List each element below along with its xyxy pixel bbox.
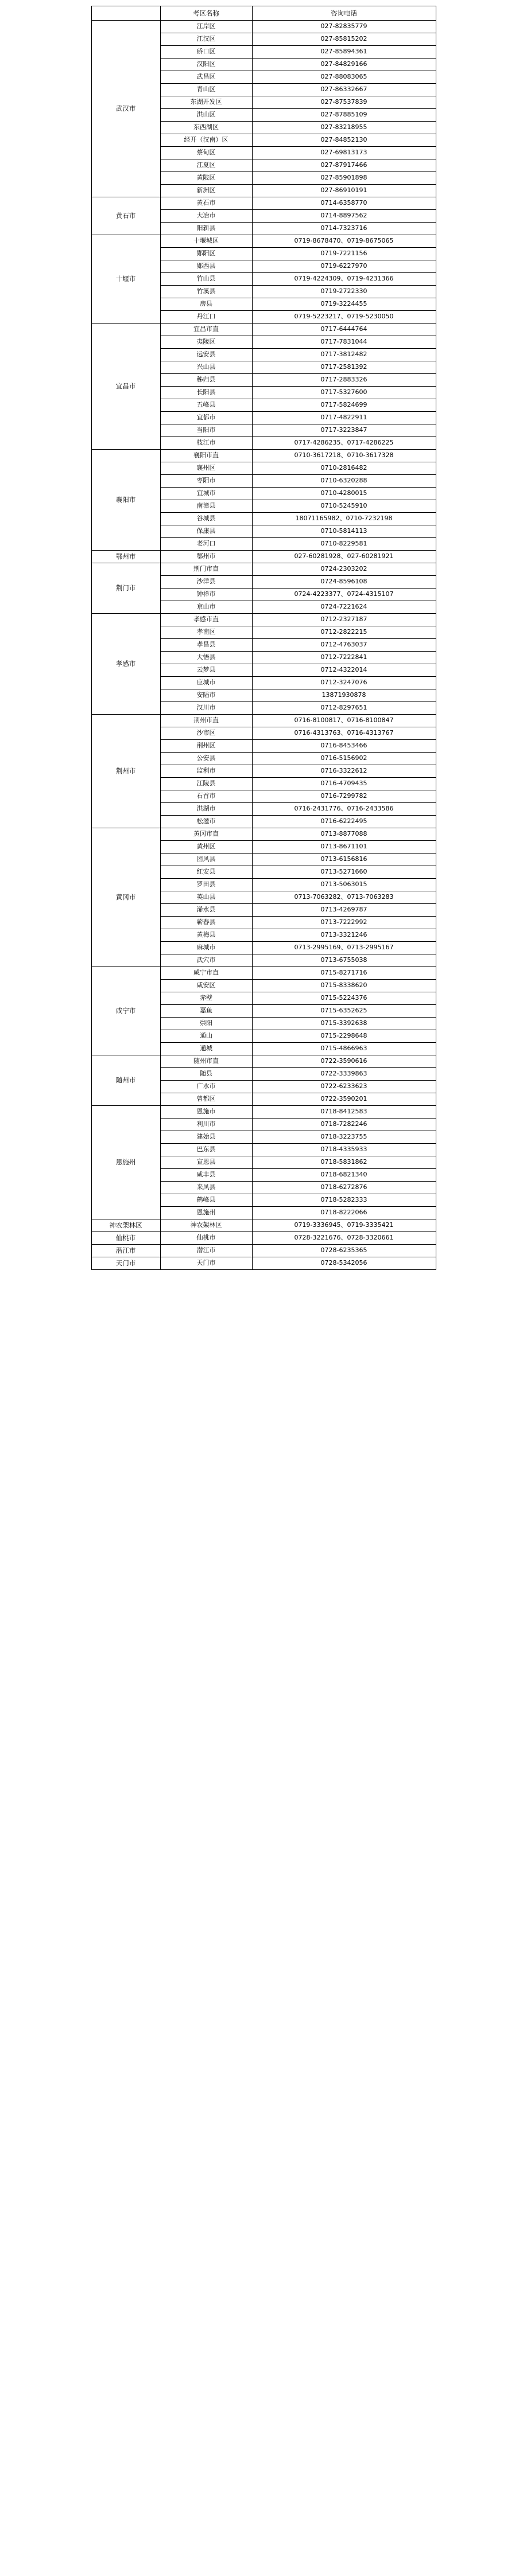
phone-cell: 0713-8877088 (252, 828, 436, 841)
phone-cell: 0715-6352625 (252, 1005, 436, 1018)
phone-cell: 0715-3392638 (252, 1018, 436, 1030)
table-row (91, 828, 436, 841)
district-cell: 江岸区 (160, 21, 252, 33)
district-cell: 嘉鱼 (160, 1005, 252, 1018)
phone-cell: 0715-8338620 (252, 980, 436, 992)
district-cell: 沙市区 (160, 727, 252, 740)
district-cell: 恩施州 (160, 1207, 252, 1219)
phone-cell: 0715-8271716 (252, 967, 436, 980)
phone-cell: 0718-5831862 (252, 1156, 436, 1169)
city-cell: 仙桃市 (91, 1232, 160, 1245)
district-cell: 崇阳 (160, 1018, 252, 1030)
city-cell: 黄冈市 (91, 828, 160, 967)
phone-cell: 0713-3321246 (252, 929, 436, 942)
table-row (91, 235, 436, 248)
phone-cell: 0716-3322612 (252, 765, 436, 778)
district-cell: 丹江口 (160, 311, 252, 324)
phone-cell: 0719-6227970 (252, 260, 436, 273)
table-row (91, 1219, 436, 1232)
phone-cell: 0722-3590616 (252, 1055, 436, 1068)
phone-cell: 0717-7831044 (252, 336, 436, 349)
phone-cell: 0718-4335933 (252, 1144, 436, 1156)
district-cell: 天门市 (160, 1257, 252, 1270)
district-cell: 汉川市 (160, 702, 252, 715)
city-cell: 黄石市 (91, 197, 160, 235)
phone-cell: 0717-4286235、0717-4286225 (252, 437, 436, 450)
phone-cell: 0710-6320288 (252, 475, 436, 488)
district-cell: 大悟县 (160, 652, 252, 664)
district-cell: 云梦县 (160, 664, 252, 677)
phone-cell: 0718-3223755 (252, 1131, 436, 1144)
district-cell: 英山县 (160, 891, 252, 904)
phone-cell: 0724-2303202 (252, 563, 436, 576)
city-cell: 孝感市 (91, 614, 160, 715)
table-row (91, 197, 436, 210)
table-row (91, 1232, 436, 1245)
phone-cell: 0713-4269787 (252, 904, 436, 917)
phone-cell: 0722-6233623 (252, 1081, 436, 1093)
district-cell: 随州市直 (160, 1055, 252, 1068)
district-cell: 襄州区 (160, 462, 252, 475)
city-cell: 武汉市 (91, 21, 160, 197)
table-row (91, 551, 436, 563)
phone-cell: 0714-6358770 (252, 197, 436, 210)
district-cell: 襄阳市直 (160, 450, 252, 462)
city-cell: 荆门市 (91, 563, 160, 614)
city-cell: 天门市 (91, 1257, 160, 1270)
district-cell: 洪湖市 (160, 803, 252, 816)
phone-cell: 0716-8100817、0716-8100847 (252, 715, 436, 727)
table-row (91, 1245, 436, 1257)
phone-cell: 027-86332667 (252, 84, 436, 96)
phone-cell: 0716-4709435 (252, 778, 436, 790)
city-cell: 随州市 (91, 1055, 160, 1106)
phone-cell: 0728-3221676、0728-3320661 (252, 1232, 436, 1245)
district-cell: 鄂州市 (160, 551, 252, 563)
district-cell: 远安县 (160, 349, 252, 361)
district-cell: 当阳市 (160, 424, 252, 437)
district-cell: 青山区 (160, 84, 252, 96)
district-cell: 荆门市直 (160, 563, 252, 576)
phone-cell: 0716-4313763、0716-4313767 (252, 727, 436, 740)
phone-cell: 0713-2995169、0713-2995167 (252, 942, 436, 954)
phone-cell: 027-85894361 (252, 46, 436, 59)
phone-cell: 0713-5271660 (252, 866, 436, 879)
phone-cell: 0714-7323716 (252, 223, 436, 235)
phone-cell: 0716-2431776、0716-2433586 (252, 803, 436, 816)
district-cell: 十堰城区 (160, 235, 252, 248)
table-row (91, 614, 436, 626)
district-cell: 曾都区 (160, 1093, 252, 1106)
phone-cell: 0717-3812482 (252, 349, 436, 361)
district-cell: 经开（汉南）区 (160, 134, 252, 147)
district-cell: 老河口 (160, 538, 252, 551)
district-cell: 南漳县 (160, 500, 252, 513)
phone-cell: 0719-2722330 (252, 286, 436, 298)
phone-cell: 0719-5223217、0719-5230050 (252, 311, 436, 324)
district-cell: 建始县 (160, 1131, 252, 1144)
phone-cell: 0717-4822911 (252, 412, 436, 424)
district-cell: 孝南区 (160, 626, 252, 639)
city-cell: 潜江市 (91, 1245, 160, 1257)
district-cell: 阳新县 (160, 223, 252, 235)
district-cell: 孝昌县 (160, 639, 252, 652)
phone-cell: 0715-2298648 (252, 1030, 436, 1043)
document-page (0, 0, 527, 1276)
phone-cell: 0724-8596108 (252, 576, 436, 589)
phone-cell: 0719-3224455 (252, 298, 436, 311)
district-cell: 宜城市 (160, 488, 252, 500)
phone-cell: 027-87537839 (252, 96, 436, 109)
district-cell: 房县 (160, 298, 252, 311)
phone-cell: 027-85901898 (252, 172, 436, 185)
city-cell: 荆州市 (91, 715, 160, 828)
phone-cell: 0718-8222066 (252, 1207, 436, 1219)
district-cell: 红安县 (160, 866, 252, 879)
district-cell: 新洲区 (160, 185, 252, 197)
table-header (91, 6, 436, 21)
district-cell: 黄冈市直 (160, 828, 252, 841)
district-cell: 神农架林区 (160, 1219, 252, 1232)
phone-cell: 0713-8671101 (252, 841, 436, 854)
district-cell: 鹤峰县 (160, 1194, 252, 1207)
district-cell: 应城市 (160, 677, 252, 689)
district-cell: 咸宁市直 (160, 967, 252, 980)
phone-cell: 0724-7221624 (252, 601, 436, 614)
district-cell: 五峰县 (160, 399, 252, 412)
city-cell: 恩施州 (91, 1106, 160, 1219)
phone-cell: 0712-7222841 (252, 652, 436, 664)
district-cell: 黄州区 (160, 841, 252, 854)
phone-cell: 027-84852130 (252, 134, 436, 147)
district-cell: 荆州区 (160, 740, 252, 753)
district-cell: 通城 (160, 1043, 252, 1055)
phone-cell: 027-86910191 (252, 185, 436, 197)
city-cell: 鄂州市 (91, 551, 160, 563)
phone-cell: 0715-5224376 (252, 992, 436, 1005)
district-cell: 武昌区 (160, 71, 252, 84)
district-cell: 黄石市 (160, 197, 252, 210)
district-cell: 石首市 (160, 790, 252, 803)
phone-cell: 027-88083065 (252, 71, 436, 84)
city-cell: 襄阳市 (91, 450, 160, 551)
phone-cell: 0728-6235365 (252, 1245, 436, 1257)
district-cell: 长阳县 (160, 387, 252, 399)
district-cell: 公安县 (160, 753, 252, 765)
district-cell: 罗田县 (160, 879, 252, 891)
district-cell: 广水市 (160, 1081, 252, 1093)
district-cell: 江陵县 (160, 778, 252, 790)
district-cell: 钟祥市 (160, 589, 252, 601)
phone-cell: 13871930878 (252, 689, 436, 702)
city-cell: 神农架林区 (91, 1219, 160, 1232)
phone-cell: 0715-4866963 (252, 1043, 436, 1055)
district-cell: 潜江市 (160, 1245, 252, 1257)
phone-cell: 0722-3590201 (252, 1093, 436, 1106)
phone-cell: 0716-6222495 (252, 816, 436, 828)
column-header-city (91, 6, 160, 21)
district-cell: 来凤县 (160, 1182, 252, 1194)
phone-cell: 0712-2822215 (252, 626, 436, 639)
table-row (91, 450, 436, 462)
phone-cell: 0710-2816482 (252, 462, 436, 475)
district-cell: 荆州市直 (160, 715, 252, 727)
phone-cell: 0712-2327187 (252, 614, 436, 626)
phone-cell: 0716-5156902 (252, 753, 436, 765)
phone-cell: 027-69813173 (252, 147, 436, 159)
phone-cell: 027-87917466 (252, 159, 436, 172)
column-header-district: 考区名称 (160, 6, 252, 21)
district-cell: 竹溪县 (160, 286, 252, 298)
district-cell: 松滋市 (160, 816, 252, 828)
table-row (91, 21, 436, 33)
district-cell: 仙桃市 (160, 1232, 252, 1245)
district-cell: 大冶市 (160, 210, 252, 223)
district-cell: 谷城县 (160, 513, 252, 525)
phone-cell: 0719-4224309、0719-4231366 (252, 273, 436, 286)
phone-cell: 0716-7299782 (252, 790, 436, 803)
district-cell: 恩施市 (160, 1106, 252, 1119)
phone-cell: 0710-5814113 (252, 525, 436, 538)
table-row (91, 967, 436, 980)
phone-cell: 0712-4322014 (252, 664, 436, 677)
phone-cell: 0713-7222992 (252, 917, 436, 929)
phone-cell: 0717-2883326 (252, 374, 436, 387)
phone-cell: 0719-8678470、0719-8675065 (252, 235, 436, 248)
phone-cell: 0712-8297651 (252, 702, 436, 715)
district-cell: 监利市 (160, 765, 252, 778)
phone-cell: 0712-4763037 (252, 639, 436, 652)
district-cell: 东湖开发区 (160, 96, 252, 109)
phone-cell: 0713-7063282、0713-7063283 (252, 891, 436, 904)
phone-cell: 0718-5282333 (252, 1194, 436, 1207)
district-cell: 竹山县 (160, 273, 252, 286)
phone-cell: 0724-4223377、0724-4315107 (252, 589, 436, 601)
district-cell: 京山市 (160, 601, 252, 614)
phone-cell: 027-60281928、027-60281921 (252, 551, 436, 563)
phone-cell: 0710-3617218、0710-3617328 (252, 450, 436, 462)
phone-cell: 0728-5342056 (252, 1257, 436, 1270)
table-row (91, 1055, 436, 1068)
district-cell: 通山 (160, 1030, 252, 1043)
phone-cell: 0710-8229581 (252, 538, 436, 551)
district-cell: 硚口区 (160, 46, 252, 59)
phone-cell: 0716-8453466 (252, 740, 436, 753)
district-cell: 汉阳区 (160, 59, 252, 71)
phone-cell: 0710-5245910 (252, 500, 436, 513)
table-row (91, 324, 436, 336)
district-cell: 黄陂区 (160, 172, 252, 185)
district-cell: 咸安区 (160, 980, 252, 992)
phone-cell: 0718-7282246 (252, 1119, 436, 1131)
phone-cell: 0710-4280015 (252, 488, 436, 500)
district-cell: 咸丰县 (160, 1169, 252, 1182)
table-row (91, 1257, 436, 1270)
district-cell: 江夏区 (160, 159, 252, 172)
city-cell: 咸宁市 (91, 967, 160, 1055)
exam-district-contact-table (91, 6, 436, 1270)
phone-cell: 0713-6755038 (252, 954, 436, 967)
phone-cell: 0719-7221156 (252, 248, 436, 260)
district-cell: 安陆市 (160, 689, 252, 702)
district-cell: 蔡甸区 (160, 147, 252, 159)
phone-cell: 0718-8412583 (252, 1106, 436, 1119)
table-row (91, 563, 436, 576)
phone-cell: 0717-3223847 (252, 424, 436, 437)
phone-cell: 0713-5063015 (252, 879, 436, 891)
phone-cell: 0722-3339863 (252, 1068, 436, 1081)
district-cell: 麻城市 (160, 942, 252, 954)
table-row (91, 1106, 436, 1119)
district-cell: 浠水县 (160, 904, 252, 917)
phone-cell: 0719-3336945、0719-3335421 (252, 1219, 436, 1232)
district-cell: 团风县 (160, 854, 252, 866)
district-cell: 夷陵区 (160, 336, 252, 349)
city-cell: 宜昌市 (91, 324, 160, 450)
district-cell: 宜都市 (160, 412, 252, 424)
district-cell: 黄梅县 (160, 929, 252, 942)
district-cell: 秭归县 (160, 374, 252, 387)
phone-cell: 027-82835779 (252, 21, 436, 33)
district-cell: 随县 (160, 1068, 252, 1081)
district-cell: 东西湖区 (160, 122, 252, 134)
city-cell: 十堰市 (91, 235, 160, 324)
district-cell: 宜昌市直 (160, 324, 252, 336)
district-cell: 蕲春县 (160, 917, 252, 929)
district-cell: 保康县 (160, 525, 252, 538)
district-cell: 郧西县 (160, 260, 252, 273)
district-cell: 枝江市 (160, 437, 252, 450)
district-cell: 宣恩县 (160, 1156, 252, 1169)
phone-cell: 027-84829166 (252, 59, 436, 71)
district-cell: 洪山区 (160, 109, 252, 122)
district-cell: 兴山县 (160, 361, 252, 374)
phone-cell: 0717-5327600 (252, 387, 436, 399)
table-header-row (91, 6, 436, 21)
column-header-phone: 咨询电话 (252, 6, 436, 21)
phone-cell: 0718-6821340 (252, 1169, 436, 1182)
district-cell: 利川市 (160, 1119, 252, 1131)
district-cell: 枣阳市 (160, 475, 252, 488)
district-cell: 沙洋县 (160, 576, 252, 589)
table-body (91, 21, 436, 1270)
phone-cell: 18071165982、0710-7232198 (252, 513, 436, 525)
phone-cell: 0717-5824699 (252, 399, 436, 412)
phone-cell: 0717-6444764 (252, 324, 436, 336)
phone-cell: 0712-3247076 (252, 677, 436, 689)
district-cell: 孝感市直 (160, 614, 252, 626)
phone-cell: 0714-8897562 (252, 210, 436, 223)
district-cell: 郧阳区 (160, 248, 252, 260)
phone-cell: 027-87885109 (252, 109, 436, 122)
district-cell: 巴东县 (160, 1144, 252, 1156)
district-cell: 赤壁 (160, 992, 252, 1005)
table-row (91, 715, 436, 727)
district-cell: 江汉区 (160, 33, 252, 46)
district-cell: 武穴市 (160, 954, 252, 967)
phone-cell: 027-85815202 (252, 33, 436, 46)
phone-cell: 0713-6156816 (252, 854, 436, 866)
phone-cell: 027-83218955 (252, 122, 436, 134)
phone-cell: 0717-2581392 (252, 361, 436, 374)
phone-cell: 0718-6272876 (252, 1182, 436, 1194)
